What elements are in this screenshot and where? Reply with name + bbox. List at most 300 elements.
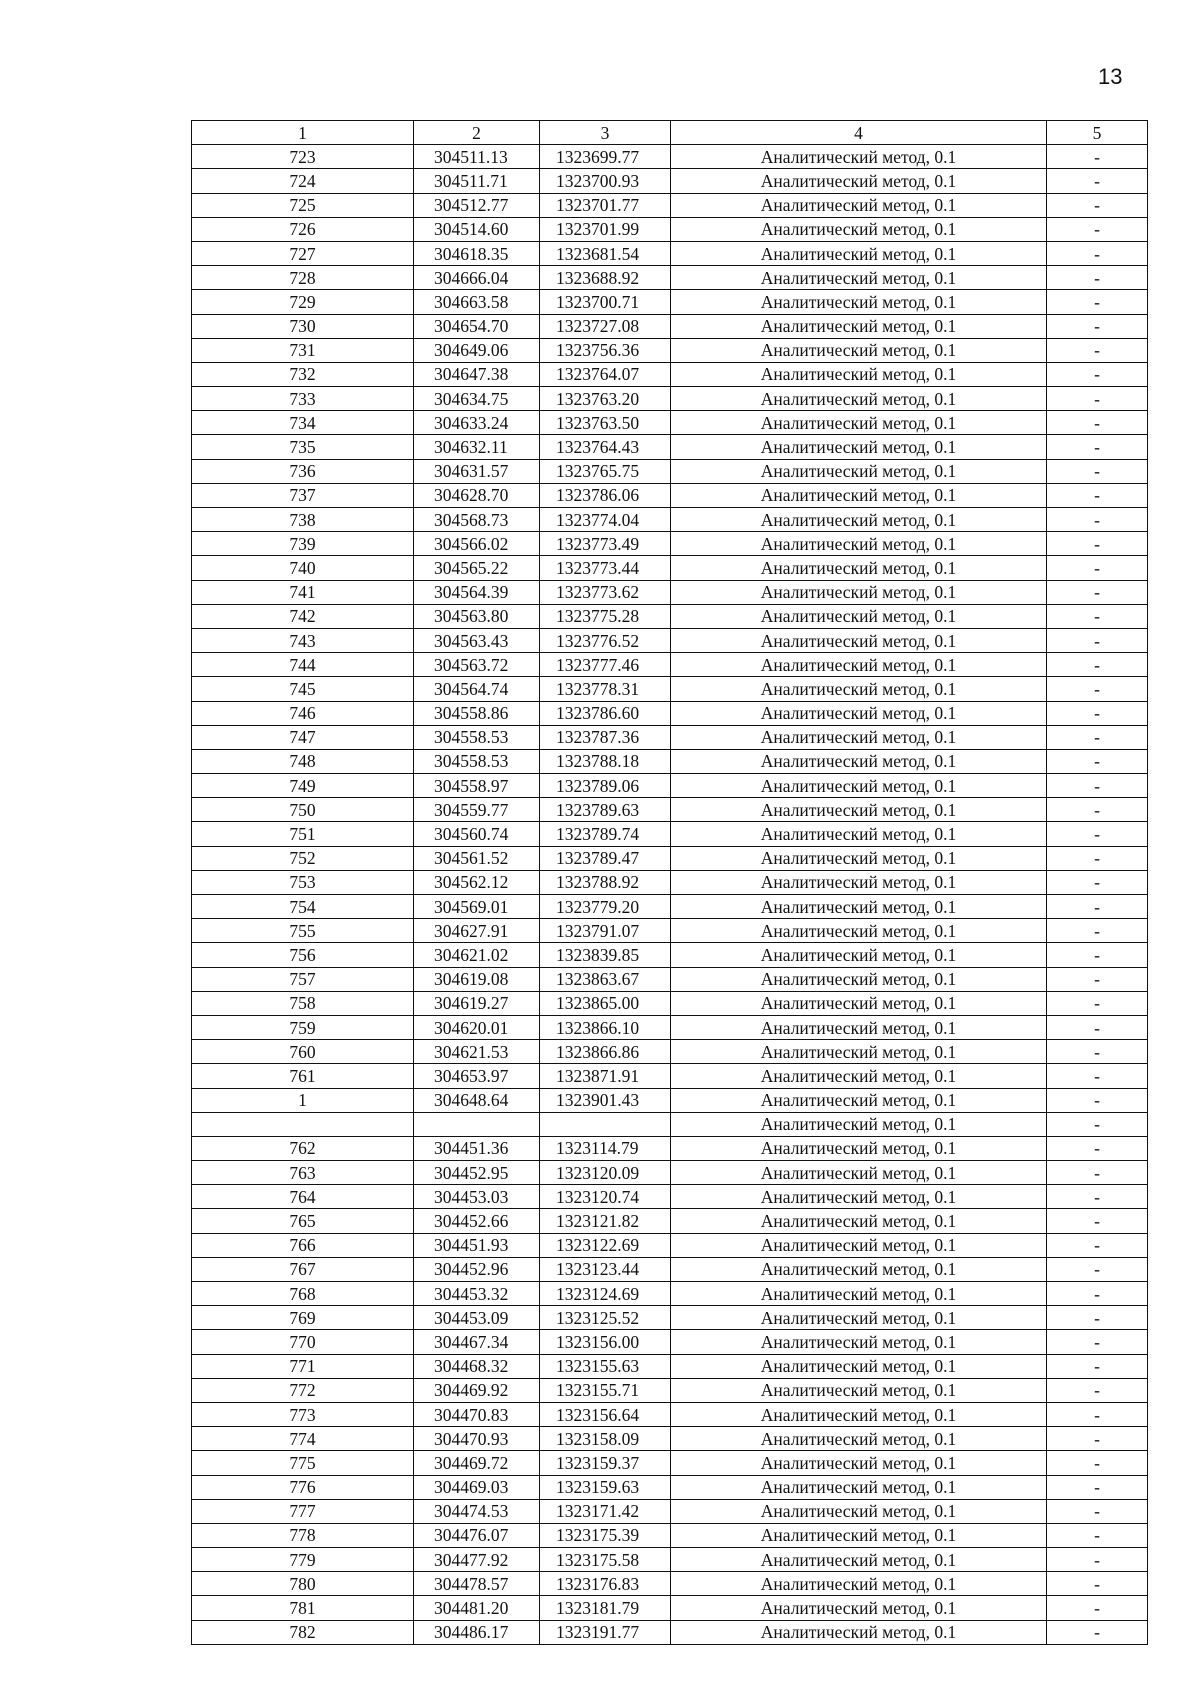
method-cell: Аналитический метод, 0.1	[671, 241, 1047, 265]
point-number-cell: 780	[192, 1572, 414, 1596]
point-number-cell: 758	[192, 991, 414, 1015]
point-number-cell: 751	[192, 822, 414, 846]
y-coordinate-cell: 1323789.47	[540, 846, 671, 870]
point-number-cell: 778	[192, 1523, 414, 1547]
point-number-cell: 777	[192, 1499, 414, 1523]
table-header-row	[192, 121, 1148, 145]
point-number-cell: 731	[192, 338, 414, 362]
note-cell: -	[1047, 1572, 1148, 1596]
y-coordinate-cell: 1323156.64	[540, 1402, 671, 1426]
table-row	[192, 1161, 1148, 1185]
method-cell: Аналитический метод, 0.1	[671, 1257, 1047, 1281]
point-number-cell: 772	[192, 1378, 414, 1402]
note-cell: -	[1047, 532, 1148, 556]
point-number-cell: 769	[192, 1306, 414, 1330]
note-cell: -	[1047, 145, 1148, 169]
x-coordinate-cell: 304619.08	[414, 967, 540, 991]
x-coordinate-cell: 304474.53	[414, 1499, 540, 1523]
y-coordinate-cell: 1323866.10	[540, 1015, 671, 1039]
method-cell: Аналитический метод, 0.1	[671, 604, 1047, 628]
table-row	[192, 314, 1148, 338]
note-cell: -	[1047, 749, 1148, 773]
y-coordinate-cell: 1323756.36	[540, 338, 671, 362]
point-number-cell: 762	[192, 1136, 414, 1160]
point-number-cell: 741	[192, 580, 414, 604]
x-coordinate-cell: 304634.75	[414, 387, 540, 411]
x-coordinate-cell: 304558.86	[414, 701, 540, 725]
point-number-cell: 764	[192, 1185, 414, 1209]
x-coordinate-cell: 304511.13	[414, 145, 540, 169]
x-coordinate-cell: 304467.34	[414, 1330, 540, 1354]
table-row	[192, 1064, 1148, 1088]
method-cell: Аналитический метод, 0.1	[671, 290, 1047, 314]
method-cell: Аналитический метод, 0.1	[671, 846, 1047, 870]
table-row	[192, 1548, 1148, 1572]
method-cell: Аналитический метод, 0.1	[671, 1112, 1047, 1136]
header-col-5: 5	[1047, 121, 1148, 145]
y-coordinate-cell: 1323779.20	[540, 895, 671, 919]
table-row	[192, 967, 1148, 991]
y-coordinate-cell: 1323777.46	[540, 653, 671, 677]
x-coordinate-cell: 304569.01	[414, 895, 540, 919]
y-coordinate-cell: 1323701.77	[540, 193, 671, 217]
point-number-cell: 732	[192, 362, 414, 386]
x-coordinate-cell: 304469.72	[414, 1451, 540, 1475]
x-coordinate-cell: 304566.02	[414, 532, 540, 556]
x-coordinate-cell: 304620.01	[414, 1015, 540, 1039]
note-cell: -	[1047, 1185, 1148, 1209]
method-cell: Аналитический метод, 0.1	[671, 435, 1047, 459]
header-col-2: 2	[414, 121, 540, 145]
note-cell: -	[1047, 266, 1148, 290]
method-cell: Аналитический метод, 0.1	[671, 677, 1047, 701]
point-number-cell: 779	[192, 1548, 414, 1572]
x-coordinate-cell: 304627.91	[414, 919, 540, 943]
method-cell: Аналитический метод, 0.1	[671, 1572, 1047, 1596]
x-coordinate-cell: 304477.92	[414, 1548, 540, 1572]
x-coordinate-cell: 304632.11	[414, 435, 540, 459]
table-row	[192, 217, 1148, 241]
x-coordinate-cell: 304562.12	[414, 870, 540, 894]
point-number-cell: 774	[192, 1427, 414, 1451]
table-row	[192, 338, 1148, 362]
point-number-cell: 757	[192, 967, 414, 991]
y-coordinate-cell: 1323788.92	[540, 870, 671, 894]
point-number-cell: 740	[192, 556, 414, 580]
x-coordinate-cell: 304452.66	[414, 1209, 540, 1233]
x-coordinate-cell: 304663.58	[414, 290, 540, 314]
x-coordinate-cell: 304564.39	[414, 580, 540, 604]
y-coordinate-cell: 1323765.75	[540, 459, 671, 483]
table-row	[192, 1306, 1148, 1330]
x-coordinate-cell: 304476.07	[414, 1523, 540, 1547]
y-coordinate-cell: 1323175.39	[540, 1523, 671, 1547]
x-coordinate-cell: 304451.93	[414, 1233, 540, 1257]
note-cell: -	[1047, 604, 1148, 628]
y-coordinate-cell: 1323866.86	[540, 1040, 671, 1064]
y-coordinate-cell: 1323124.69	[540, 1282, 671, 1306]
x-coordinate-cell: 304511.71	[414, 169, 540, 193]
note-cell: -	[1047, 701, 1148, 725]
point-number-cell: 739	[192, 532, 414, 556]
point-number-cell: 775	[192, 1451, 414, 1475]
note-cell: -	[1047, 895, 1148, 919]
x-coordinate-cell: 304653.97	[414, 1064, 540, 1088]
table-row	[192, 1427, 1148, 1451]
x-coordinate-cell: 304451.36	[414, 1136, 540, 1160]
note-cell: -	[1047, 290, 1148, 314]
table-header	[192, 121, 1148, 145]
note-cell: -	[1047, 1136, 1148, 1160]
note-cell: -	[1047, 1548, 1148, 1572]
point-number-cell	[192, 1112, 414, 1136]
x-coordinate-cell: 304628.70	[414, 483, 540, 507]
y-coordinate-cell: 1323123.44	[540, 1257, 671, 1281]
point-number-cell: 770	[192, 1330, 414, 1354]
method-cell: Аналитический метод, 0.1	[671, 943, 1047, 967]
x-coordinate-cell: 304559.77	[414, 798, 540, 822]
table-row	[192, 653, 1148, 677]
point-number-cell: 749	[192, 774, 414, 798]
method-cell: Аналитический метод, 0.1	[671, 919, 1047, 943]
x-coordinate-cell: 304666.04	[414, 266, 540, 290]
method-cell: Аналитический метод, 0.1	[671, 870, 1047, 894]
note-cell: -	[1047, 677, 1148, 701]
x-coordinate-cell: 304558.53	[414, 725, 540, 749]
coordinates-table	[191, 120, 1148, 1645]
note-cell: -	[1047, 943, 1148, 967]
point-number-cell: 781	[192, 1596, 414, 1620]
x-coordinate-cell: 304453.09	[414, 1306, 540, 1330]
y-coordinate-cell: 1323727.08	[540, 314, 671, 338]
table-row	[192, 1620, 1148, 1644]
note-cell: -	[1047, 1282, 1148, 1306]
note-cell: -	[1047, 1354, 1148, 1378]
method-cell: Аналитический метод, 0.1	[671, 1451, 1047, 1475]
note-cell: -	[1047, 338, 1148, 362]
note-cell: -	[1047, 1330, 1148, 1354]
method-cell: Аналитический метод, 0.1	[671, 1548, 1047, 1572]
y-coordinate-cell: 1323125.52	[540, 1306, 671, 1330]
table-row	[192, 1257, 1148, 1281]
point-number-cell: 771	[192, 1354, 414, 1378]
method-cell: Аналитический метод, 0.1	[671, 774, 1047, 798]
method-cell: Аналитический метод, 0.1	[671, 749, 1047, 773]
table-row	[192, 362, 1148, 386]
method-cell: Аналитический метод, 0.1	[671, 508, 1047, 532]
x-coordinate-cell: 304558.97	[414, 774, 540, 798]
x-coordinate-cell: 304563.72	[414, 653, 540, 677]
method-cell: Аналитический метод, 0.1	[671, 822, 1047, 846]
method-cell: Аналитический метод, 0.1	[671, 411, 1047, 435]
note-cell: -	[1047, 1209, 1148, 1233]
point-number-cell: 728	[192, 266, 414, 290]
table-row	[192, 145, 1148, 169]
table-row	[192, 459, 1148, 483]
method-cell: Аналитический метод, 0.1	[671, 266, 1047, 290]
method-cell: Аналитический метод, 0.1	[671, 1523, 1047, 1547]
table-row	[192, 1209, 1148, 1233]
y-coordinate-cell: 1323681.54	[540, 241, 671, 265]
note-cell: -	[1047, 1161, 1148, 1185]
x-coordinate-cell: 304470.83	[414, 1402, 540, 1426]
y-coordinate-cell: 1323120.74	[540, 1185, 671, 1209]
table-row	[192, 241, 1148, 265]
point-number-cell: 1	[192, 1088, 414, 1112]
y-coordinate-cell: 1323791.07	[540, 919, 671, 943]
y-coordinate-cell: 1323778.31	[540, 677, 671, 701]
note-cell: -	[1047, 846, 1148, 870]
x-coordinate-cell: 304633.24	[414, 411, 540, 435]
table-row	[192, 774, 1148, 798]
table-row	[192, 387, 1148, 411]
y-coordinate-cell: 1323839.85	[540, 943, 671, 967]
point-number-cell: 726	[192, 217, 414, 241]
x-coordinate-cell: 304512.77	[414, 193, 540, 217]
y-coordinate-cell: 1323121.82	[540, 1209, 671, 1233]
point-number-cell: 760	[192, 1040, 414, 1064]
table-row	[192, 508, 1148, 532]
note-cell: -	[1047, 411, 1148, 435]
point-number-cell: 733	[192, 387, 414, 411]
table-row	[192, 846, 1148, 870]
note-cell: -	[1047, 435, 1148, 459]
method-cell: Аналитический метод, 0.1	[671, 145, 1047, 169]
table-row	[192, 290, 1148, 314]
table-row	[192, 169, 1148, 193]
point-number-cell: 738	[192, 508, 414, 532]
table-row	[192, 870, 1148, 894]
y-coordinate-cell: 1323181.79	[540, 1596, 671, 1620]
y-coordinate-cell: 1323773.44	[540, 556, 671, 580]
x-coordinate-cell	[414, 1112, 540, 1136]
note-cell: -	[1047, 653, 1148, 677]
table-row	[192, 532, 1148, 556]
note-cell: -	[1047, 556, 1148, 580]
method-cell: Аналитический метод, 0.1	[671, 580, 1047, 604]
method-cell: Аналитический метод, 0.1	[671, 653, 1047, 677]
point-number-cell: 745	[192, 677, 414, 701]
method-cell: Аналитический метод, 0.1	[671, 628, 1047, 652]
point-number-cell: 768	[192, 1282, 414, 1306]
table-row	[192, 1015, 1148, 1039]
x-coordinate-cell: 304563.80	[414, 604, 540, 628]
note-cell: -	[1047, 725, 1148, 749]
y-coordinate-cell: 1323775.28	[540, 604, 671, 628]
table-row	[192, 580, 1148, 604]
x-coordinate-cell: 304486.17	[414, 1620, 540, 1644]
method-cell: Аналитический метод, 0.1	[671, 991, 1047, 1015]
note-cell: -	[1047, 483, 1148, 507]
method-cell: Аналитический метод, 0.1	[671, 1040, 1047, 1064]
y-coordinate-cell: 1323176.83	[540, 1572, 671, 1596]
y-coordinate-cell: 1323774.04	[540, 508, 671, 532]
y-coordinate-cell: 1323863.67	[540, 967, 671, 991]
note-cell: -	[1047, 1475, 1148, 1499]
table-row	[192, 556, 1148, 580]
note-cell: -	[1047, 508, 1148, 532]
table-row	[192, 1040, 1148, 1064]
note-cell: -	[1047, 459, 1148, 483]
method-cell: Аналитический метод, 0.1	[671, 338, 1047, 362]
method-cell: Аналитический метод, 0.1	[671, 701, 1047, 725]
x-coordinate-cell: 304560.74	[414, 822, 540, 846]
y-coordinate-cell: 1323114.79	[540, 1136, 671, 1160]
x-coordinate-cell: 304558.53	[414, 749, 540, 773]
point-number-cell: 766	[192, 1233, 414, 1257]
note-cell: -	[1047, 628, 1148, 652]
y-coordinate-cell: 1323786.60	[540, 701, 671, 725]
point-number-cell: 759	[192, 1015, 414, 1039]
table-row	[192, 798, 1148, 822]
table-row	[192, 266, 1148, 290]
table-row	[192, 628, 1148, 652]
y-coordinate-cell: 1323865.00	[540, 991, 671, 1015]
y-coordinate-cell: 1323159.63	[540, 1475, 671, 1499]
method-cell: Аналитический метод, 0.1	[671, 1209, 1047, 1233]
note-cell: -	[1047, 217, 1148, 241]
table-row	[192, 1475, 1148, 1499]
y-coordinate-cell: 1323789.06	[540, 774, 671, 798]
y-coordinate-cell: 1323155.71	[540, 1378, 671, 1402]
x-coordinate-cell: 304649.06	[414, 338, 540, 362]
method-cell: Аналитический метод, 0.1	[671, 1064, 1047, 1088]
method-cell: Аналитический метод, 0.1	[671, 1136, 1047, 1160]
table-row	[192, 1572, 1148, 1596]
point-number-cell: 750	[192, 798, 414, 822]
note-cell: -	[1047, 1306, 1148, 1330]
x-coordinate-cell: 304631.57	[414, 459, 540, 483]
point-number-cell: 753	[192, 870, 414, 894]
x-coordinate-cell: 304469.03	[414, 1475, 540, 1499]
y-coordinate-cell: 1323773.49	[540, 532, 671, 556]
note-cell: -	[1047, 774, 1148, 798]
y-coordinate-cell: 1323901.43	[540, 1088, 671, 1112]
y-coordinate-cell: 1323699.77	[540, 145, 671, 169]
point-number-cell: 763	[192, 1161, 414, 1185]
point-number-cell: 752	[192, 846, 414, 870]
note-cell: -	[1047, 1015, 1148, 1039]
y-coordinate-cell: 1323789.63	[540, 798, 671, 822]
y-coordinate-cell: 1323155.63	[540, 1354, 671, 1378]
point-number-cell: 729	[192, 290, 414, 314]
point-number-cell: 736	[192, 459, 414, 483]
point-number-cell: 748	[192, 749, 414, 773]
y-coordinate-cell: 1323120.09	[540, 1161, 671, 1185]
x-coordinate-cell: 304478.57	[414, 1572, 540, 1596]
method-cell: Аналитический метод, 0.1	[671, 895, 1047, 919]
method-cell: Аналитический метод, 0.1	[671, 1015, 1047, 1039]
note-cell: -	[1047, 967, 1148, 991]
table-row	[192, 1378, 1148, 1402]
header-col-1: 1	[192, 121, 414, 145]
y-coordinate-cell: 1323773.62	[540, 580, 671, 604]
x-coordinate-cell: 304648.64	[414, 1088, 540, 1112]
note-cell: -	[1047, 580, 1148, 604]
method-cell: Аналитический метод, 0.1	[671, 1330, 1047, 1354]
method-cell: Аналитический метод, 0.1	[671, 1378, 1047, 1402]
x-coordinate-cell: 304619.27	[414, 991, 540, 1015]
point-number-cell: 724	[192, 169, 414, 193]
table-row	[192, 1354, 1148, 1378]
point-number-cell: 735	[192, 435, 414, 459]
y-coordinate-cell: 1323764.07	[540, 362, 671, 386]
note-cell: -	[1047, 1620, 1148, 1644]
header-col-3: 3	[540, 121, 671, 145]
y-coordinate-cell: 1323788.18	[540, 749, 671, 773]
y-coordinate-cell: 1323700.93	[540, 169, 671, 193]
y-coordinate-cell: 1323171.42	[540, 1499, 671, 1523]
x-coordinate-cell: 304452.95	[414, 1161, 540, 1185]
method-cell: Аналитический метод, 0.1	[671, 532, 1047, 556]
method-cell: Аналитический метод, 0.1	[671, 459, 1047, 483]
method-cell: Аналитический метод, 0.1	[671, 193, 1047, 217]
x-coordinate-cell: 304561.52	[414, 846, 540, 870]
note-cell: -	[1047, 1523, 1148, 1547]
table-row	[192, 1402, 1148, 1426]
note-cell: -	[1047, 1112, 1148, 1136]
method-cell: Аналитический метод, 0.1	[671, 1185, 1047, 1209]
point-number-cell: 742	[192, 604, 414, 628]
y-coordinate-cell: 1323191.77	[540, 1620, 671, 1644]
method-cell: Аналитический метод, 0.1	[671, 387, 1047, 411]
x-coordinate-cell: 304621.02	[414, 943, 540, 967]
table-row	[192, 1112, 1148, 1136]
point-number-cell: 743	[192, 628, 414, 652]
table-row	[192, 1330, 1148, 1354]
method-cell: Аналитический метод, 0.1	[671, 1475, 1047, 1499]
method-cell: Аналитический метод, 0.1	[671, 798, 1047, 822]
table-row	[192, 411, 1148, 435]
x-coordinate-cell: 304453.32	[414, 1282, 540, 1306]
note-cell: -	[1047, 798, 1148, 822]
point-number-cell: 782	[192, 1620, 414, 1644]
y-coordinate-cell: 1323763.50	[540, 411, 671, 435]
y-coordinate-cell: 1323700.71	[540, 290, 671, 314]
note-cell: -	[1047, 362, 1148, 386]
x-coordinate-cell: 304621.53	[414, 1040, 540, 1064]
note-cell: -	[1047, 822, 1148, 846]
y-coordinate-cell: 1323764.43	[540, 435, 671, 459]
y-coordinate-cell: 1323786.06	[540, 483, 671, 507]
point-number-cell: 755	[192, 919, 414, 943]
table-row	[192, 895, 1148, 919]
x-coordinate-cell: 304514.60	[414, 217, 540, 241]
table-row	[192, 193, 1148, 217]
table-row	[192, 822, 1148, 846]
table-row	[192, 919, 1148, 943]
method-cell: Аналитический метод, 0.1	[671, 1233, 1047, 1257]
method-cell: Аналитический метод, 0.1	[671, 1088, 1047, 1112]
table-row	[192, 991, 1148, 1015]
method-cell: Аналитический метод, 0.1	[671, 1596, 1047, 1620]
y-coordinate-cell: 1323159.37	[540, 1451, 671, 1475]
table-row	[192, 701, 1148, 725]
y-coordinate-cell: 1323158.09	[540, 1427, 671, 1451]
y-coordinate-cell: 1323156.00	[540, 1330, 671, 1354]
note-cell: -	[1047, 870, 1148, 894]
point-number-cell: 776	[192, 1475, 414, 1499]
point-number-cell: 734	[192, 411, 414, 435]
method-cell: Аналитический метод, 0.1	[671, 1161, 1047, 1185]
note-cell: -	[1047, 1451, 1148, 1475]
point-number-cell: 737	[192, 483, 414, 507]
table-row	[192, 1451, 1148, 1475]
x-coordinate-cell: 304565.22	[414, 556, 540, 580]
method-cell: Аналитический метод, 0.1	[671, 483, 1047, 507]
table-row	[192, 943, 1148, 967]
point-number-cell: 767	[192, 1257, 414, 1281]
